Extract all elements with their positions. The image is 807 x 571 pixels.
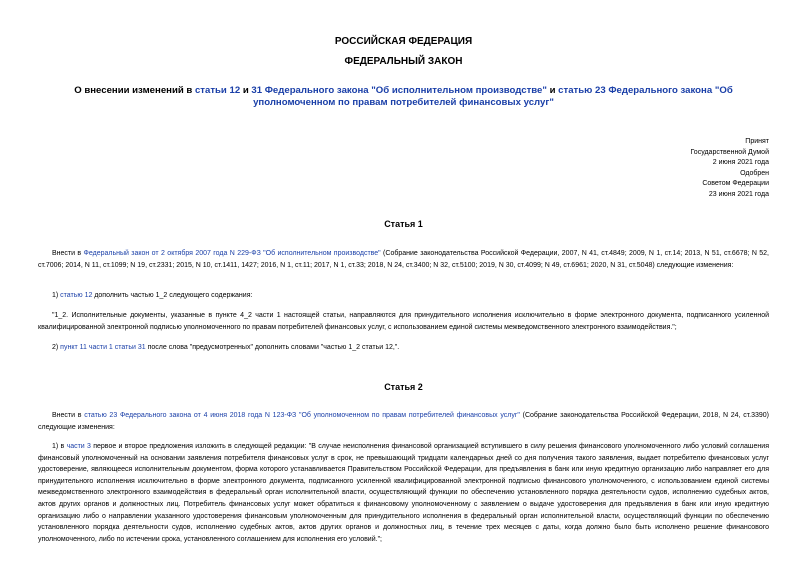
article-2-item-1-post: первое и второе предложения изложить в следующей редакции: "В случае неисполнения финансовой организацией вступившего в силу решения финансового уполномоченного либо условий соглашения финансовый уполномоченный на основании заявления потребителя финансовых услуг в срок, не превышающий тридцати календарных дней со дня получения такого заявления, выдает потребителю финансовых услуг удостоверение, являющееся исполнительным документом, форма которого устанавливается Правительством Российской Федерации, для предъявления в банк или иную кредитную организацию либо направляет его для принудительного исполнения исключительно в форме электронного документа, подписанного усиленной квалифицированной электронной подписью финансового уполномоченного, с использованием единой системы межведомственного электронного взаимодействия в федеральный орган исполнительной власти, осуществляющий функции по обеспечению установленного порядка деятельности судов, исполнению судебных актов, актов других органов и должностных лиц. Потребитель финансовых услуг может обратиться к финансовому уполномоченному с заявлением о выдаче удостоверения для предъявления в банк или иную кредитную организацию либо о направлении указанного удостоверения финансовым уполномоченным для принудительного исполнения в федеральный орган исполнительной власти, осуществляющий функции по обеспечению установленного порядка деятельности судов, исполнению судебных актов, актов других органов и должностных лиц, в течение трех месяцев с даты, когда должно было быть исполнено решение финансового уполномоченного, либо по истечении срока, установленного соглашением для исполнения его условий."; [38, 443, 769, 543]
article-2-intro [38, 410, 769, 433]
article-1-item-2-pre: 2) [52, 344, 61, 351]
law-title [40, 85, 767, 109]
article-2-law-link[interactable]: статью 23 Федерального закона от 4 июня 2018 года N 123-ФЗ "Об уполномоченном по правам потребителей финансовых услуг" [84, 412, 520, 419]
article-1-intro-pre: Внести в [52, 250, 84, 257]
adopted-by: Государственной Думой [690, 148, 769, 156]
article-1-item-2-link[interactable]: пункт 11 части 1 статьи 31 [60, 344, 146, 351]
article-1-intro-post: (Собрание законодательства Российской Федерации, 2007, N 41, ст.4849; 2009, N 1, ст.14; 2013, N 51, ст.6678; N 52, ст.7006; 2014, N 11, ст.1099; N 19, ст.2331; 2015, N 10, ст.1411, 1427; 2016, N 1, ст.11; 2017, N 1, ст.33; 2018, N 24, ст.3400; N 32, ст.5100; 2019, N 30, ст.4099; N 49, ст.6961; 2020, N 31, ст.5048) следующие изменения: [38, 250, 770, 269]
title-link-article-12[interactable]: статьи 12 [194, 85, 241, 96]
adopted-date: 2 июня 2021 года [712, 159, 769, 166]
article-2-intro-pre: Внести в [52, 412, 85, 419]
article-2-item-1-link[interactable]: части 3 [66, 443, 91, 450]
article-1-item-1-link[interactable]: статью 12 [60, 292, 93, 299]
article-1-title: Статья 1 [384, 219, 423, 229]
article-1-law-link[interactable]: Федеральный закон от 2 октября 2007 года N 229-ФЗ "Об исполнительном производстве" [83, 250, 381, 257]
title-text-3: и [546, 85, 559, 96]
approved-by: Советом Федерации [702, 180, 769, 187]
document-type-heading: ФЕДЕРАЛЬНЫЙ ЗАКОН [344, 56, 463, 67]
article-1-intro [38, 248, 769, 271]
article-2-title: Статья 2 [384, 382, 423, 392]
article-1-item-2 [38, 342, 769, 354]
adoption-block [629, 137, 769, 200]
article-1-item-1-post: дополнить частью 1_2 следующего содержания: [92, 292, 253, 299]
title-text-1: О внесении изменений в [74, 85, 195, 96]
approved-label: Одобрен [740, 169, 769, 177]
title-text-2: и [240, 85, 252, 96]
article-2-item-1-pre: 1) в [52, 443, 67, 450]
approved-date: 23 июня 2021 года [708, 190, 769, 198]
article-1-item-1 [38, 290, 769, 302]
article-2-item-1 [38, 441, 769, 545]
title-link-article-31[interactable]: 31 Федерального закона "Об исполнительном производстве" [251, 85, 547, 96]
country-heading: РОССИЙСКАЯ ФЕДЕРАЦИЯ [334, 36, 473, 47]
article-2-intro-post: (Собрание законодательства Российской Федерации, 2018, N 24, ст.3390) следующие изменения: [38, 412, 770, 431]
article-1-item-2-post: после слова "предусмотренных" дополнить словами "частью 1_2 статьи 12,". [145, 344, 400, 351]
adopted-label: Принят [745, 138, 769, 145]
title-link-article-23[interactable]: статью 23 Федерального закона "Об уполномоченном по правам потребителей финансовых услуг" [253, 85, 733, 108]
article-1-quote: "1_2. Исполнительные документы, указанные в пункте 4_2 части 1 настоящей статьи, направляются для принудительного исполнения исключительно в форме электронного документа, подписанного усиленной квалифицированной электронной подписью уполномоченного по правам потребителей финансовых услуг, с использованием единой системы межведомственного электронного взаимодействия."; [38, 312, 769, 331]
article-1-item-1-pre: 1) [52, 292, 61, 299]
